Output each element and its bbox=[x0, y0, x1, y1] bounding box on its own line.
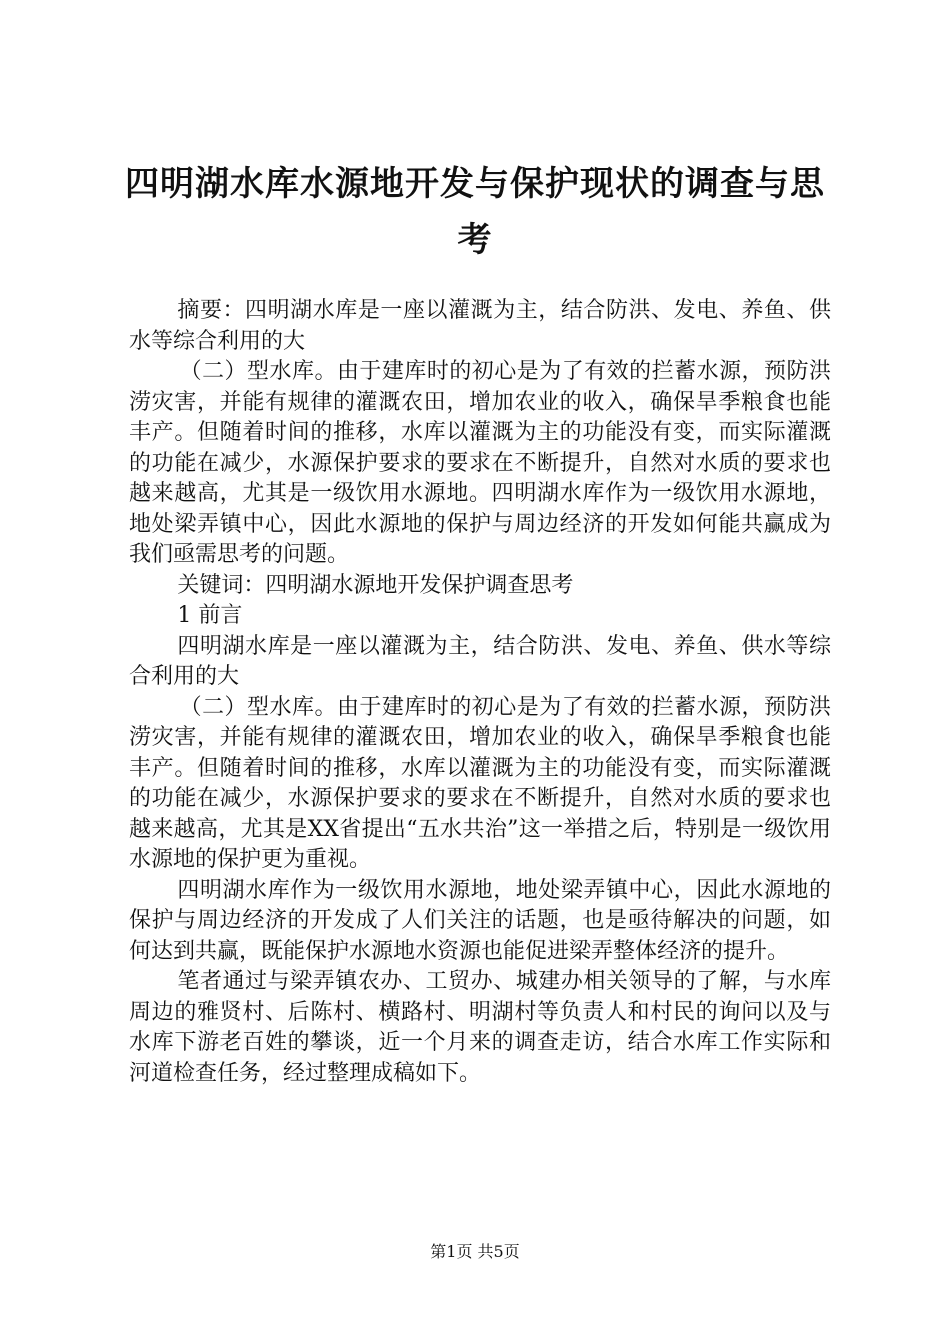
keywords-paragraph: 关键词：四明湖水源地开发保护调查思考 bbox=[177, 572, 574, 598]
page-number-footer: 第1页 共5页 bbox=[430, 1242, 520, 1261]
introduction-paragraph-4: 笔者通过与梁弄镇农办、工贸办、城建办相关领导的了解，与水库周边的雅贤村、后陈村、横路村、明湖村等负责人和村民的询问以及与水库下游老百姓的攀谈，近一个月来的调查走访，结合水库工作实际和河道检查任务，经过整理成稿如下。 bbox=[129, 969, 831, 1086]
introduction-paragraph-3: 四明湖水库作为一级饮用水源地，地处梁弄镇中心，因此水源地的保护与周边经济的开发成了人们关注的话题，也是亟待解决的问题，如何达到共赢，既能保护水源地水资源也能促进梁弄整体经济的提升。 bbox=[129, 877, 831, 964]
document-body bbox=[129, 296, 831, 1089]
introduction-paragraph-2: （二）型水库。由于建库时的初心是为了有效的拦蓄水源，预防洪涝灾害，并能有规律的灌溉农田，增加农业的收入，确保旱季粮食也能丰产。但随着时间的推移，水库以灌溉为主的功能没有变，而实际灌溉的功能在减少，水源保护要求的要求在不断提升，自然对水质的要求也越来越高，尤其是XX省提出“五水共治”这一举措之后，特别是一级饮用水源地的保护更为重视。 bbox=[129, 694, 831, 872]
document-title: 四明湖水库水源地开发与保护现状的调查与思考 bbox=[125, 164, 825, 260]
abstract-continuation-paragraph: （二）型水库。由于建库时的初心是为了有效的拦蓄水源，预防洪涝灾害，并能有规律的灌溉农田，增加农业的收入，确保旱季粮食也能丰产。但随着时间的推移，水库以灌溉为主的功能没有变，而实际灌溉的功能在减少，水源保护要求的要求在不断提升，自然对水质的要求也越来越高，尤其是一级饮用水源地。四明湖水库作为一级饮用水源地，地处梁弄镇中心，因此水源地的保护与周边经济的开发如何能共赢成为我们亟需思考的问题。 bbox=[129, 359, 831, 567]
introduction-paragraph-1: 四明湖水库是一座以灌溉为主，结合防洪、发电、养鱼、供水等综合利用的大 bbox=[129, 633, 831, 689]
abstract-paragraph: 摘要：四明湖水库是一座以灌溉为主，结合防洪、发电、养鱼、供水等综合利用的大 bbox=[129, 298, 831, 354]
section-heading-introduction: 1 前言 bbox=[177, 603, 243, 628]
